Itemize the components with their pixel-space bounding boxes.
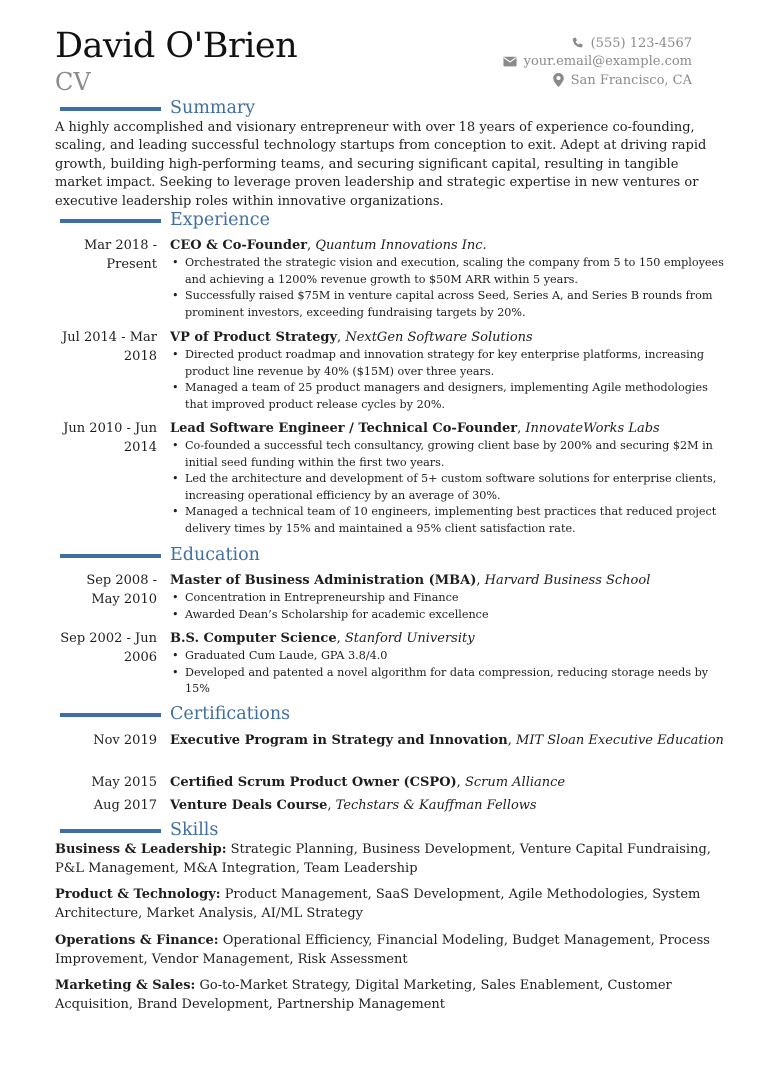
certification-issuer: Techstars & Kauffman Fellows: [335, 798, 537, 813]
skill-category: Operations & Finance:: [55, 933, 219, 948]
entry-heading: CEO & Co-Founder, Quantum Innovations Inc.: [170, 238, 487, 253]
entry-bullet: • Graduated Cum Laude, GPA 3.8/4.0: [170, 648, 725, 665]
entry-title: VP of Product Strategy: [170, 330, 338, 345]
phone-icon: [571, 37, 584, 50]
entry-bullet: • Successfully raised $75M in venture capital across Seed, Series A, and Series B rounds from prominent investors, exceeding fundraising targets by 20%.: [170, 288, 725, 321]
section-rule: [60, 713, 161, 717]
experience-section-heading: [60, 210, 720, 234]
section-rule: [60, 107, 161, 111]
skill-items: Product Management, SaaS Development, Agile Methodologies, System Architecture, Market Analysis, AI/ML Strategy: [55, 887, 701, 921]
entry-bullet: • Orchestrated the strategic vision and execution, scaling the company from 5 to 150 employees and achieving a 1200% revenue growth to $50M ARR within 5 years.: [170, 255, 725, 288]
entry-bullet: • Concentration in Entrepreneurship and Finance: [170, 590, 725, 607]
entry-title: B.S. Computer Science: [170, 631, 337, 646]
skill-items: Go-to-Market Strategy, Digital Marketing, Sales Enablement, Customer Acquisition, Brand Development, Partnership Management: [55, 978, 672, 1012]
certification-issuer: Scrum Alliance: [464, 775, 566, 790]
section-rule: [60, 829, 161, 833]
entry-heading: Master of Business Administration (MBA), Harvard Business School: [170, 573, 651, 588]
entry-bullet: • Developed and patented a novel algorithm for data compression, reducing storage needs by 15%: [170, 665, 725, 698]
entry-bullet: • Co-founded a successful tech consultancy, growing client base by 200% and securing $2M in initial seed funding within the first two years.: [170, 438, 725, 471]
skill-group: [55, 885, 715, 923]
certification-date: May 2015: [91, 775, 157, 790]
entry-heading: VP of Product Strategy, NextGen Software Solutions: [170, 330, 533, 345]
entry-heading: Lead Software Engineer / Technical Co-Founder, InnovateWorks Labs: [170, 421, 660, 436]
entry-organization: Harvard Business School: [484, 573, 651, 588]
certifications-section-heading: [60, 704, 720, 728]
candidate-name: David O'Brien: [55, 26, 298, 66]
location-text: San Francisco, CA: [570, 72, 692, 88]
education-section-heading: [60, 545, 720, 569]
certification-title: Executive Program in Strategy and Innovation: [170, 733, 508, 748]
envelope-icon: [503, 56, 517, 67]
section-rule: [60, 554, 161, 558]
skill-category: Marketing & Sales:: [55, 978, 196, 993]
skill-category: Product & Technology:: [55, 887, 221, 902]
entry-bullet: • Managed a team of 25 product managers and designers, implementing Agile methodologies that improved product release cycles by 20%.: [170, 380, 725, 413]
section-title: Skills: [170, 820, 219, 840]
entry-dates: Jul 2014 - Mar 2018: [62, 330, 157, 364]
certification-heading: Certified Scrum Product Owner (CSPO), Scrum Alliance: [170, 775, 566, 790]
entry-dates: Mar 2018 - Present: [83, 238, 157, 272]
entry-dates: Sep 2002 - Jun 2006: [60, 631, 157, 665]
entry-heading: B.S. Computer Science, Stanford University: [170, 631, 475, 646]
contact-phone[interactable]: [503, 34, 692, 53]
entry-organization: NextGen Software Solutions: [345, 330, 533, 345]
entry-title: CEO & Co-Founder: [170, 238, 308, 253]
skill-items: Strategic Planning, Business Development, Venture Capital Fundraising, P&L Management, M&A Integration, Team Leadership: [55, 842, 711, 876]
entry-organization: InnovateWorks Labs: [525, 421, 660, 436]
skill-group: [55, 976, 715, 1014]
entry-bullet: • Led the architecture and development of 5+ custom software solutions for enterprise clients, increasing operational efficiency by an average of 30%.: [170, 471, 725, 504]
certification-heading: Executive Program in Strategy and Innovation, MIT Sloan Executive Education: [170, 733, 724, 748]
entry-bullet: • Managed a technical team of 10 engineers, implementing best practices that reduced project delivery times by 15% and maintained a 95% client satisfaction rate.: [170, 504, 725, 537]
entry-bullet: • Awarded Dean’s Scholarship for academic excellence: [170, 607, 725, 624]
section-title: Summary: [170, 98, 256, 118]
skill-group: [55, 931, 715, 969]
contact-location: [503, 71, 692, 90]
section-title: Education: [170, 545, 260, 565]
certification-heading: Venture Deals Course, Techstars & Kauffman Fellows: [170, 798, 537, 813]
summary-text: A highly accomplished and visionary entrepreneur with over 18 years of experience co-founding, scaling, and leading successful technology startups from conception to exit. Adept at driving rapid growth, building high-performing teams, and securing significant capital, resulting in tangible market impact. Seeking to leverage proven leadership and strategic expertise in new ventures or executive leadership roles within innovative organizations.: [55, 120, 707, 209]
entry-organization: Stanford University: [344, 631, 475, 646]
certification-issuer: MIT Sloan Executive Education: [516, 733, 724, 748]
contact-email[interactable]: [503, 53, 692, 72]
document-subtitle: CV: [55, 68, 91, 96]
section-title: Experience: [170, 210, 270, 230]
skill-category: Business & Leadership:: [55, 842, 227, 857]
certification-date: Aug 2017: [93, 798, 157, 813]
skill-items: Operational Efficiency, Financial Modeling, Budget Management, Process Improvement, Vendor Management, Risk Assessment: [55, 933, 710, 967]
certification-title: Venture Deals Course: [170, 798, 328, 813]
skill-group: [55, 840, 715, 878]
email-address: your.email@example.com: [523, 54, 692, 70]
entry-bullet: • Directed product roadmap and innovation strategy for key enterprise platforms, increasing product line revenue by 40% ($15M) over three years.: [170, 347, 725, 380]
contact-block: [503, 34, 692, 90]
map-pin-icon: [553, 73, 564, 87]
entry-title: Lead Software Engineer / Technical Co-Founder: [170, 421, 518, 436]
certification-title: Certified Scrum Product Owner (CSPO): [170, 775, 457, 790]
entry-title: Master of Business Administration (MBA): [170, 573, 477, 588]
entry-dates: Sep 2008 - May 2010: [86, 573, 157, 607]
entry-organization: Quantum Innovations Inc.: [315, 238, 487, 253]
section-rule: [60, 219, 161, 223]
entry-dates: Jun 2010 - Jun 2014: [63, 421, 157, 455]
section-title: Certifications: [170, 704, 291, 724]
certification-date: Nov 2019: [93, 733, 157, 748]
phone-number: (555) 123-4567: [590, 35, 692, 51]
